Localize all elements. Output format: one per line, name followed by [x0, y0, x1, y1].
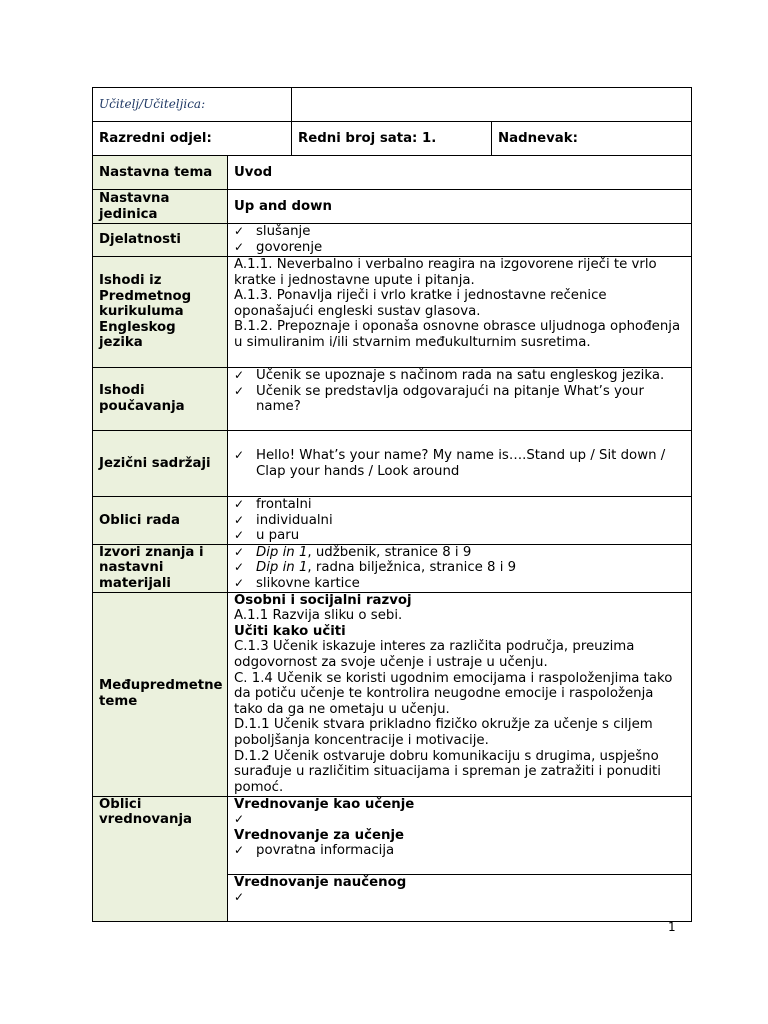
topic-label: Nastavna tema — [93, 156, 228, 190]
check-icon: ✓ — [234, 512, 245, 527]
lesson-plan-table — [92, 155, 692, 922]
cross-curricular-label: Međupredmetne teme — [93, 592, 228, 796]
lesson-number-label: Redni broj sata: 1. — [292, 122, 492, 156]
list-item: ✓ frontalni — [234, 497, 312, 512]
page-number: 1 — [668, 920, 676, 934]
topic-value: Uvod — [228, 156, 692, 190]
check-icon: ✓ — [234, 447, 245, 462]
activities-list — [228, 224, 692, 257]
teacher-label-cell — [93, 88, 292, 122]
row-activities — [93, 224, 692, 257]
work-forms-list — [228, 497, 692, 545]
list-item — [234, 812, 685, 828]
row-cross-curricular — [93, 592, 692, 796]
list-item: ✓ Hello! What’s your name? My name is….Stand up / Sit down / Clap your hands / Look around — [234, 447, 666, 479]
work-forms-label: Oblici rada — [93, 497, 228, 545]
activities-label: Djelatnosti — [93, 224, 228, 257]
check-icon: ✓ — [234, 497, 245, 511]
list-item: ✓ povratna informacija — [234, 843, 395, 859]
check-icon: ✓ — [234, 812, 245, 827]
header-table — [92, 87, 692, 156]
unit-value: Up and down — [228, 190, 692, 224]
cross-text: C.1.3 Učenik iskazuje interes za različita područja, preuzima odgovornost za svoje učenje i ustraje u učenju. — [234, 639, 635, 670]
teacher-label: Učitelj/Učiteljica: — [99, 96, 206, 111]
list-item: ✓ slušanje — [234, 224, 311, 239]
list-item — [234, 890, 685, 906]
check-icon: ✓ — [234, 368, 245, 382]
cross-text: C. 1.4 Učenik se koristi ugodnim emocijama i raspoloženjima tako da potiču učenje te kontrolira neugodne emocije i raspoloženja tako da ga ne ometaju u učenju. — [234, 670, 673, 717]
row-unit — [93, 190, 692, 224]
row-topic — [93, 156, 692, 190]
list-item: ✓ individualni — [234, 512, 333, 528]
language-content-list — [228, 431, 692, 497]
date-label: Nadnevak: — [492, 122, 692, 156]
class-label: Razredni odjel: — [93, 122, 292, 156]
row-evaluation-1 — [93, 796, 692, 874]
language-content-label: Jezični sadržaji — [93, 431, 228, 497]
evaluation-label: Oblici vrednovanja — [93, 796, 228, 921]
check-icon: ✓ — [234, 224, 245, 238]
check-icon: ✓ — [234, 239, 245, 254]
list-item: ✓ slikovne kartice — [234, 575, 360, 591]
outcome-item: B.1.2. Prepoznaje i oponaša osnovne obrasce uljudnoga ophođenja u simuliranim i/ili stvarnim međukulturnim susretima. — [234, 319, 681, 350]
eval-of-learning: Vrednovanje naučenog — [234, 874, 407, 890]
evaluation-lower — [228, 874, 692, 921]
cross-curricular-content — [228, 592, 692, 796]
cross-text: A.1.1 Razvija sliku o sebi. — [234, 608, 403, 624]
check-icon: ✓ — [234, 560, 245, 575]
outcomes-subject-list — [228, 257, 692, 368]
row-outcomes-teaching — [93, 368, 692, 431]
cross-text: D.1.1 Učenik stvara prikladno fizičko okružje za učenje s ciljem poboljšanja koncentracije i motivacije. — [234, 717, 653, 748]
outcomes-teaching-list — [228, 368, 692, 431]
check-icon: ✓ — [234, 843, 245, 858]
list-item: ✓ Dip in 1, udžbenik, stranice 8 i 9 — [234, 544, 472, 560]
materials-list — [228, 544, 692, 592]
outcome-item: A.1.1. Neverbalno i verbalno reagira na izgovorene riječi te vrlo kratke i jednostavne upute i pitanja. — [234, 257, 657, 288]
cross-heading: Učiti kako učiti — [234, 623, 346, 639]
check-icon: ✓ — [234, 890, 245, 905]
row-outcomes-subject — [93, 257, 692, 368]
eval-for-learning: Vrednovanje za učenje — [234, 827, 405, 843]
eval-as-learning: Vrednovanje kao učenje — [234, 796, 415, 812]
cross-text: D.1.2 Učenik ostvaruje dobru komunikaciju s drugima, uspješno surađuje u različitim situacijama i spreman je zatražiti i ponuditi pomoć. — [234, 748, 661, 795]
teacher-value-cell[interactable] — [292, 88, 692, 122]
row-work-forms — [93, 497, 692, 545]
list-item: ✓ govorenje — [234, 239, 323, 255]
list-item: ✓ Dip in 1, radna bilježnica, stranice 8 i 9 — [234, 560, 517, 576]
unit-label: Nastavna jedinica — [93, 190, 228, 224]
outcome-item: A.1.3. Ponavlja riječi i vrlo kratke i jednostavne rečenice oponašajući engleski sustav glasova. — [234, 288, 607, 319]
list-item: ✓ u paru — [234, 528, 300, 544]
materials-label: Izvori znanja i nastavni materijali — [93, 544, 228, 592]
outcomes-subject-label: Ishodi iz Predmetnog kurikuluma Engleskog jezika — [93, 257, 228, 368]
row-materials — [93, 544, 692, 592]
check-icon: ✓ — [234, 544, 245, 559]
cross-heading: Osobni i socijalni razvoj — [234, 592, 412, 608]
check-icon: ✓ — [234, 575, 245, 590]
evaluation-upper — [228, 796, 692, 874]
list-item: ✓ Učenik se predstavlja odgovarajući na pitanje What’s your name? — [234, 383, 644, 415]
list-item: ✓ Učenik se upoznaje s načinom rada na satu engleskog jezika. — [234, 368, 665, 383]
check-icon: ✓ — [234, 383, 245, 398]
outcomes-teaching-label: Ishodi poučavanja — [93, 368, 228, 431]
row-language-content — [93, 431, 692, 497]
check-icon: ✓ — [234, 528, 245, 543]
